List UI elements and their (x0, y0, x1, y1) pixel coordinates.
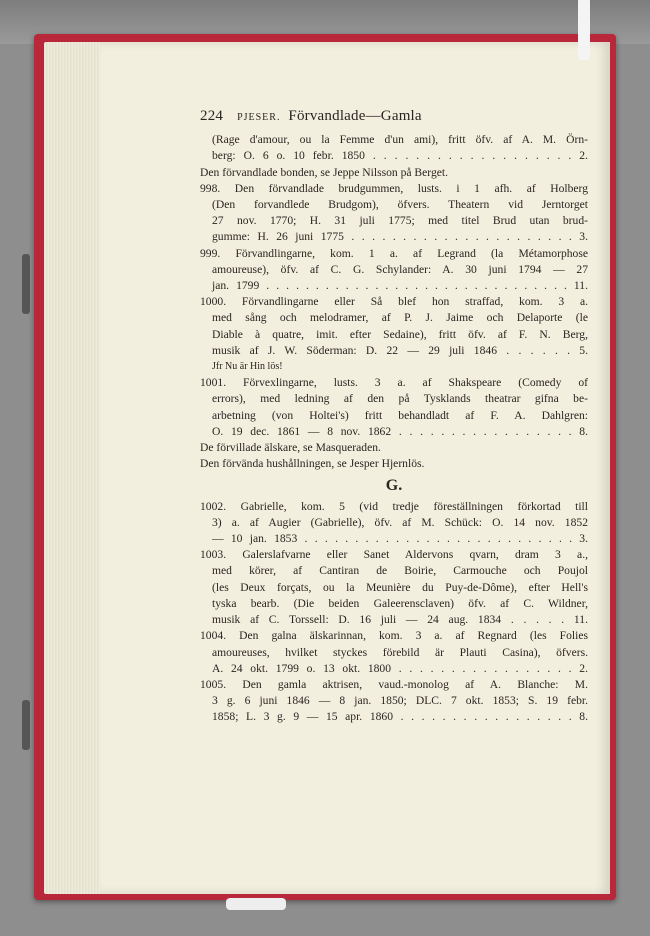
text-line: 1858; L. 3 g. 9 — 15 apr. 1860 . . . . . . . . . . . . . . . . . 8. (212, 710, 588, 724)
section-label: PJESER. (237, 112, 281, 123)
text-line: A. 24 okt. 1799 o. 13 okt. 1800 . . . . . . . . . . . . . . . . . 2. (212, 661, 588, 675)
cross-reference: Jfr Nu är Hin lös! (212, 361, 283, 373)
text-line: amoureuse), öfv. af C. G. Schylander: A. 30 juni 1794 — 27 (212, 262, 588, 276)
entry-1003: 1003. Galerslafvarne eller Sanet Aldervons qvarn, dram 3 a., (200, 548, 588, 562)
entry-1002: 1002. Gabrielle, kom. 5 (vid tredje föreställningen förkortad till (200, 499, 588, 513)
page-text (200, 108, 588, 726)
entry-1001: 1001. Förvexlingarne, lusts. 3 a. af Shakspeare (Comedy of (200, 376, 588, 390)
entry-998: 998. Den förvandlade brudgummen, lusts. i 1 afh. af Holberg (200, 181, 588, 195)
section-heading-g: G. (385, 477, 403, 495)
text-line: (Den forvandlede Brudgom), öfvers. Theatern vid Jerntorget (212, 198, 588, 212)
bottom-clip (226, 898, 286, 910)
text-line: Diable à quatre, imit. efter Sedaine), fritt öfv. af F. N. Berg, (212, 327, 588, 341)
entry-1005: 1005. Den gamla aktrisen, vaud.-monolog af A. Blanche: M. (200, 677, 588, 691)
text-line: musik af J. W. Söderman: D. 22 — 29 juli 1846 . . . . . . 5. (212, 343, 588, 357)
running-header (200, 108, 588, 126)
text-line: musik af C. Torssell: D. 16 juli — 24 aug. 1834 . . . . . 11. (212, 613, 588, 627)
text-line: berg: O. 6 o. 10 febr. 1850 . . . . . . . . . . . . . . . . . . . 2. (212, 149, 588, 163)
left-clip (22, 254, 30, 314)
text-line: 3) a. af Augier (Gabrielle), öfv. af M. Schück: O. 14 nov. 1852 (212, 515, 588, 529)
top-clip (578, 0, 590, 60)
text-line: arbetning (von Holtei's) fritt behandladt af F. A. Dahlgren: (212, 408, 588, 422)
text-line: Den förvandlade bonden, se Jeppe Nilsson på Berget. (200, 165, 449, 179)
text-line: (Rage d'amour, ou la Femme d'un ami), fritt öfv. af A. M. Örn- (212, 133, 588, 147)
entry-1004: 1004. Den galna älskarinnan, kom. 3 a. af Regnard (les Folies (200, 629, 588, 643)
text-line: amoureuses, hvilket styckes förebild är Plauti Casina), öfvers. (212, 645, 588, 659)
text-line: 3 g. 6 juni 1846 — 8 jan. 1850; DLC. 7 okt. 1853; S. 19 febr. (212, 694, 588, 708)
text-line: Den förvända hushållningen, se Jesper Hjernlös. (200, 457, 425, 471)
text-line: med körer, af Cantiran de Boirie, Carmouche och Poujol (212, 564, 588, 578)
left-clip-lower (22, 700, 30, 750)
entry-1000: 1000. Förvandlingarne eller Så blef hon straffad, kom. 3 a. (200, 295, 588, 309)
header-title: Förvandlade—Gamla (288, 108, 422, 124)
text-line: tyska bearb. (Die beiden Galeerensclaven) öfv. af C. Wildner, (212, 596, 588, 610)
text-line: gumme: H. 26 juni 1775 . . . . . . . . . . . . . . . . . . . . . . 3. (212, 230, 588, 244)
text-line: — 10 jan. 1853 . . . . . . . . . . . . . . . . . . . . . . . . . . . 3. (212, 532, 588, 546)
text-line: errors), med ledning af den på Tysklands theatrar gifna be- (212, 392, 588, 406)
text-line: 27 nov. 1770; H. 31 juli 1775; med titel Brud utan brud- (212, 214, 588, 228)
text-line: (les Deux forçats, ou la Meunière du Puy-de-Dôme), efter Hell's (212, 580, 588, 594)
entry-999: 999. Förvandlingarne, kom. 1 a. af Legrand (la Métamorphose (200, 246, 588, 260)
text-line: O. 19 dec. 1861 — 8 nov. 1862 . . . . . . . . . . . . . . . . . 8. (212, 424, 588, 438)
page-number: 224 (200, 108, 224, 124)
text-line: med sång och melodramer, af P. J. Jaime och Delaporte (le (212, 311, 588, 325)
text-line: De förvillade älskare, se Masqueraden. (200, 441, 381, 455)
text-line: jan. 1799 . . . . . . . . . . . . . . . . . . . . . . . . . . . . . . . 11. (212, 279, 588, 293)
